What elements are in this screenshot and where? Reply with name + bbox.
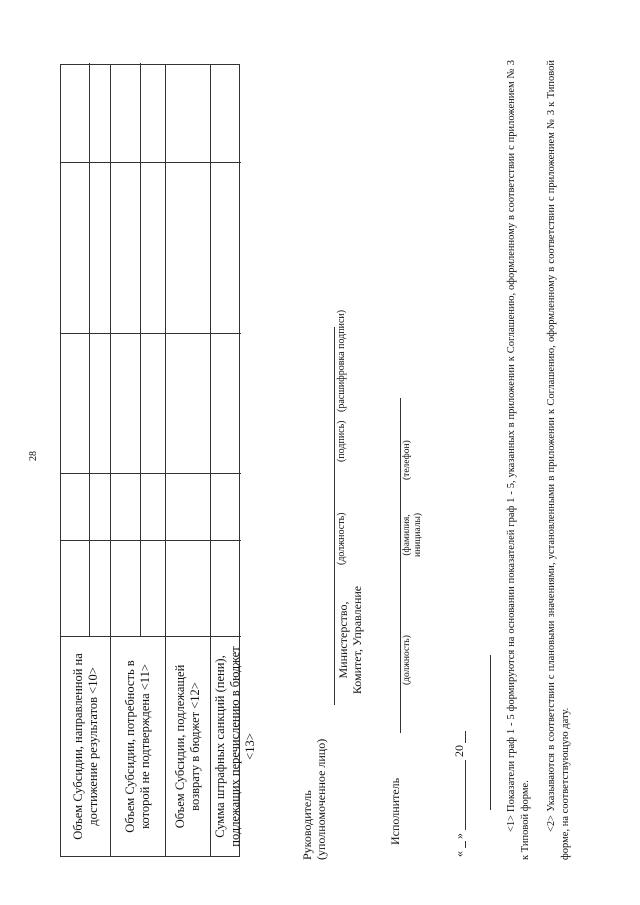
date-month-line bbox=[465, 760, 466, 830]
position-caption: (должность) bbox=[336, 512, 347, 565]
executor-label: Исполнитель bbox=[388, 777, 402, 845]
org-name-line1: Министерство, bbox=[336, 601, 350, 679]
footnote-1: <1> Показатели граф 1 - 5 формируются на основании показателей граф 1 - 5, указанных в приложении к Соглашению, оформленному в соответствии с приложением № 3 к Типовой форме. bbox=[506, 60, 531, 860]
report-table bbox=[60, 64, 257, 857]
row-label: Объем Субсидии, направленной на достижение результатов <10> bbox=[61, 636, 110, 856]
head-sublabel: (уполномоченное лицо) bbox=[314, 738, 328, 860]
row-label: Сумма штрафных санкций (пени), подлежащих перечислению в бюджет <13> bbox=[211, 636, 241, 856]
date-year-prefix: 20 bbox=[452, 745, 466, 757]
row-label: Объем Субсидии, подлежащей возврату в бюджет <12> bbox=[166, 636, 210, 856]
date-open-quote: « bbox=[452, 851, 466, 857]
footnote-2: <2> Указываются в соответствии с плановыми значениями, установленными в приложении к Соглашению, оформленному в соответствии с приложением № 3 к Типовой форме, на соответствующую дату. bbox=[546, 60, 571, 860]
exec-phone-caption: (телефон) bbox=[402, 440, 412, 480]
table-row bbox=[111, 65, 166, 856]
table-row bbox=[211, 65, 257, 856]
head-signature-line bbox=[334, 327, 335, 705]
date-year-line bbox=[465, 731, 466, 743]
exec-name-caption-line1: (фамилия, bbox=[402, 514, 412, 556]
date-close-quote: » bbox=[452, 833, 466, 839]
exec-name-caption-line2: инициалы) bbox=[413, 513, 423, 558]
org-name-line2: Комитет, Управление bbox=[350, 585, 364, 695]
head-label: Руководитель bbox=[300, 790, 314, 860]
executor-signature-line bbox=[400, 398, 401, 733]
table-row bbox=[166, 65, 211, 856]
signature-caption: (подпись) bbox=[336, 420, 347, 462]
footnote-separator bbox=[490, 655, 491, 810]
date-day-line bbox=[465, 841, 466, 848]
decoding-caption: (расшифровка подписи) bbox=[336, 309, 347, 412]
exec-position-caption: (должность) bbox=[402, 635, 412, 685]
page-number: 28 bbox=[28, 451, 39, 461]
table-row bbox=[61, 65, 111, 856]
row-label: Объем Субсидии, потребность в которой не подтверждена <11> bbox=[111, 636, 165, 856]
